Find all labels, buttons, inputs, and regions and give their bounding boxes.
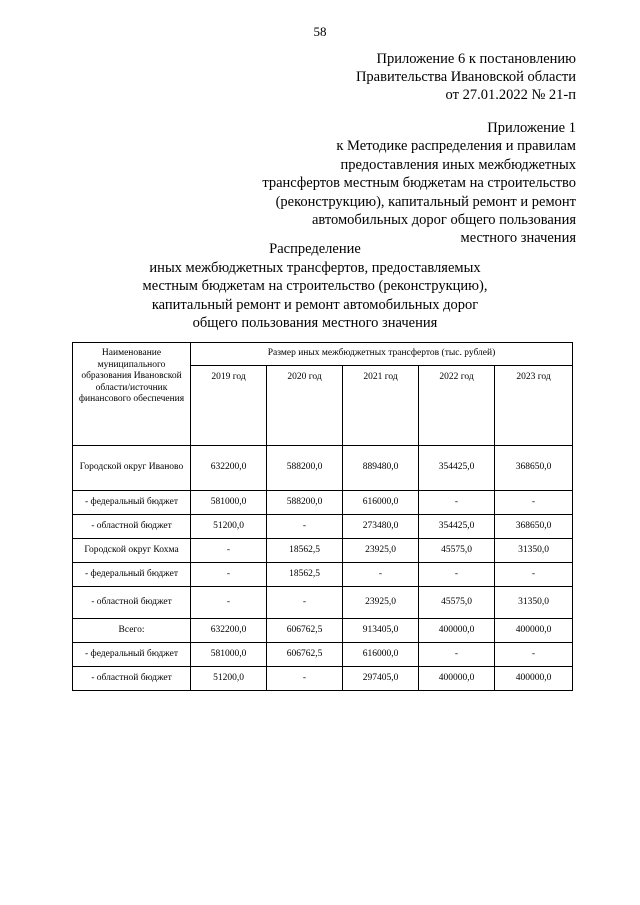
value-cell: -: [191, 563, 267, 587]
value-cell: 18562,5: [267, 539, 343, 563]
value-cell: 51200,0: [191, 515, 267, 539]
table-row: [73, 491, 573, 515]
annex-subheader-line: автомобильных дорог общего пользования: [311, 212, 576, 229]
value-cell: 588200,0: [267, 491, 343, 515]
title-line: общего пользования местного значения: [192, 315, 438, 331]
value-cell: -: [191, 539, 267, 563]
name-column-header: Наименование муниципального образования Ивановской области/источник финансового обеспечения: [73, 343, 191, 446]
table-row: [73, 643, 573, 667]
value-cell: 45575,0: [419, 539, 495, 563]
value-cell: 297405,0: [343, 667, 419, 691]
annex-header: [356, 50, 576, 104]
value-cell: -: [419, 643, 495, 667]
annex-subheader-line: предоставления иных межбюджетных: [340, 156, 576, 173]
value-cell: -: [419, 491, 495, 515]
value-cell: 913405,0: [343, 619, 419, 643]
value-cell: -: [191, 587, 267, 619]
title-line: местным бюджетам на строительство (реконструкцию),: [142, 278, 488, 294]
value-cell: -: [495, 643, 573, 667]
annex-subheader-line: Приложение 1: [487, 120, 576, 136]
value-cell: 889480,0: [343, 446, 419, 491]
value-cell: 616000,0: [343, 643, 419, 667]
value-cell: 23925,0: [343, 587, 419, 619]
value-cell: 616000,0: [343, 491, 419, 515]
annex-subheader-line: (реконструкцию), капитальный ремонт и ремонт: [275, 193, 576, 210]
value-cell: 632200,0: [191, 619, 267, 643]
year-header: 2021 год: [343, 366, 419, 446]
value-cell: -: [419, 563, 495, 587]
value-cell: 23925,0: [343, 539, 419, 563]
value-cell: -: [267, 515, 343, 539]
value-cell: -: [495, 491, 573, 515]
annex-header-line: Правительства Ивановской области: [355, 69, 576, 85]
title-line: капитальный ремонт и ремонт автомобильных дорог: [151, 296, 479, 313]
value-cell: 606762,5: [267, 619, 343, 643]
document-title: [0, 240, 630, 333]
value-cell: -: [343, 563, 419, 587]
title-line: Распределение: [269, 241, 361, 257]
year-header: 2020 год: [267, 366, 343, 446]
annex-subheader-line: местного значения: [460, 230, 576, 247]
value-cell: 45575,0: [419, 587, 495, 619]
year-header: 2023 год: [495, 366, 573, 446]
value-cell: 31350,0: [495, 587, 573, 619]
value-cell: 18562,5: [267, 563, 343, 587]
annex-subheader-line: к Методике распределения и правилам: [336, 138, 576, 155]
table-row: [73, 587, 573, 619]
page-number: 58: [313, 24, 327, 39]
table-row: [73, 539, 573, 563]
table-header-row: [73, 343, 573, 366]
year-header: 2022 год: [419, 366, 495, 446]
table-row: [73, 515, 573, 539]
row-label-cell: - федеральный бюджет: [73, 643, 191, 667]
year-header: 2019 год: [191, 366, 267, 446]
table-row: [73, 667, 573, 691]
title-line: иных межбюджетных трансфертов, предоставляемых: [149, 259, 481, 276]
value-cell: 368650,0: [495, 446, 573, 491]
value-cell: 400000,0: [495, 667, 573, 691]
annex-subheader-line: трансфертов местным бюджетам на строительство: [262, 175, 576, 192]
amount-group-header: Размер иных межбюджетных трансфертов (тыс. рублей): [191, 343, 573, 366]
value-cell: 31350,0: [495, 539, 573, 563]
value-cell: 581000,0: [191, 643, 267, 667]
row-label-cell: - федеральный бюджет: [73, 491, 191, 515]
table-row: [73, 619, 573, 643]
value-cell: 581000,0: [191, 491, 267, 515]
value-cell: 632200,0: [191, 446, 267, 491]
table-row: [73, 563, 573, 587]
row-label-cell: - федеральный бюджет: [73, 563, 191, 587]
row-label-cell: - областной бюджет: [73, 515, 191, 539]
annex-header-line: от 27.01.2022 № 21-п: [445, 87, 576, 103]
value-cell: 400000,0: [419, 619, 495, 643]
row-label-cell: - областной бюджет: [73, 587, 191, 619]
transfers-table: [72, 342, 573, 691]
row-label-cell: - областной бюджет: [73, 667, 191, 691]
value-cell: -: [267, 667, 343, 691]
value-cell: 368650,0: [495, 515, 573, 539]
row-label-cell: Всего:: [73, 619, 191, 643]
value-cell: 588200,0: [267, 446, 343, 491]
annex-subheader: [262, 119, 576, 248]
row-label-cell: Городской округ Иваново: [73, 446, 191, 491]
value-cell: 273480,0: [343, 515, 419, 539]
value-cell: 354425,0: [419, 446, 495, 491]
value-cell: 400000,0: [419, 667, 495, 691]
value-cell: -: [495, 563, 573, 587]
row-label-cell: Городской округ Кохма: [73, 539, 191, 563]
value-cell: -: [267, 587, 343, 619]
value-cell: 606762,5: [267, 643, 343, 667]
annex-header-line: Приложение 6 к постановлению: [376, 51, 576, 67]
value-cell: 400000,0: [495, 619, 573, 643]
value-cell: 354425,0: [419, 515, 495, 539]
table-row: [73, 446, 573, 491]
value-cell: 51200,0: [191, 667, 267, 691]
